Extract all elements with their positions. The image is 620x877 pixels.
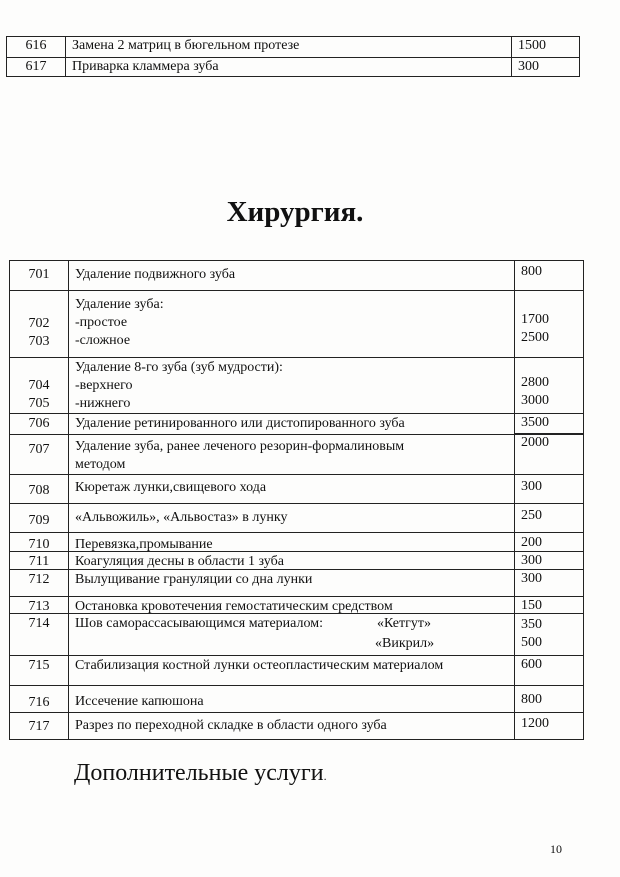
service-option: «Кетгут» xyxy=(377,616,431,631)
service-code: 707 xyxy=(28,442,50,457)
service-price: 1200 xyxy=(514,713,583,739)
service-name: Остановка кровотечения гемостатическим средством xyxy=(68,597,514,613)
service-price: 2800 xyxy=(521,375,549,390)
table-row xyxy=(10,413,583,434)
table-row xyxy=(10,503,583,532)
service-price: 500 xyxy=(521,635,542,650)
service-name: Удаление ретинированного или дистопированного зуба xyxy=(68,414,514,434)
service-name: Иссечение капюшона xyxy=(68,686,514,712)
service-code: 710 xyxy=(28,537,50,552)
table-row xyxy=(10,434,583,474)
service-code: 711 xyxy=(28,554,50,569)
dental-price-table-top xyxy=(6,36,580,77)
service-price: 1700 xyxy=(521,312,549,327)
service-price: 2000 xyxy=(514,434,583,474)
service-code: 708 xyxy=(28,483,50,498)
table-row xyxy=(10,685,583,712)
service-price: 600 xyxy=(514,656,583,685)
service-code: 715 xyxy=(28,658,50,673)
service-price: 800 xyxy=(514,261,583,290)
service-price: 150 xyxy=(514,597,583,613)
service-option: «Викрил» xyxy=(375,636,435,651)
service-name: Приварка кламмера зуба xyxy=(65,58,511,76)
table-row xyxy=(10,613,583,655)
table-row xyxy=(10,261,583,290)
service-code: 716 xyxy=(28,695,50,710)
service-name: Кюретаж лунки,свищевого хода xyxy=(68,475,514,503)
service-name: Удаление подвижного зуба xyxy=(68,261,514,290)
service-option: -верхнего xyxy=(75,378,133,393)
service-code: 717 xyxy=(28,719,50,734)
table-row xyxy=(10,290,583,357)
service-price: 300 xyxy=(514,570,583,596)
table-row xyxy=(10,655,583,685)
table-row xyxy=(10,474,583,503)
service-name: методом xyxy=(75,457,126,472)
service-price: 3000 xyxy=(521,393,549,408)
service-name: Перевязка,промывание xyxy=(68,533,514,551)
surgery-price-table xyxy=(9,260,584,740)
service-name: Удаление 8-го зуба (зуб мудрости): xyxy=(75,360,283,375)
service-code: 709 xyxy=(28,513,50,528)
section-subheading: Дополнительные услуги. xyxy=(74,760,327,786)
service-price: 300 xyxy=(514,475,583,503)
service-name: Стабилизация костной лунки остеопластическим материалом xyxy=(68,656,514,685)
service-price: 200 xyxy=(514,533,583,551)
table-row xyxy=(10,596,583,613)
service-code: 714 xyxy=(28,616,50,631)
table-row xyxy=(10,532,583,551)
service-name: Удаление зуба: xyxy=(75,297,164,312)
table-row xyxy=(10,569,583,596)
service-name: Разрез по переходной складке в области одного зуба xyxy=(68,713,514,739)
service-option: -нижнего xyxy=(75,396,131,411)
service-price: 2500 xyxy=(521,330,549,345)
service-code: 616 xyxy=(25,38,47,53)
service-price: 250 xyxy=(514,504,583,532)
service-code: 706 xyxy=(28,416,50,431)
table-row xyxy=(10,357,583,413)
table-row xyxy=(10,551,583,569)
service-name: Шов саморассасывающимся материалом: xyxy=(75,616,323,631)
service-name: «Альвожиль», «Альвостаз» в лунку xyxy=(68,504,514,532)
trailing-period: . xyxy=(323,769,327,783)
page-number: 10 xyxy=(550,842,562,856)
service-price: 350 xyxy=(521,617,542,632)
service-name: Удаление зуба, ранее леченого резорин-формалиновым xyxy=(75,439,405,454)
service-code: 617 xyxy=(25,59,47,74)
table-row xyxy=(10,712,583,739)
service-price: 800 xyxy=(514,686,583,712)
service-price: 300 xyxy=(514,552,583,569)
table-row xyxy=(7,57,579,76)
service-price: 1500 xyxy=(511,37,579,57)
service-code: 701 xyxy=(28,267,50,282)
service-code: 704 xyxy=(28,378,50,393)
service-option: -сложное xyxy=(75,333,131,348)
service-price: 300 xyxy=(511,58,579,76)
service-name: Вылущивание грануляции со дна лунки xyxy=(68,570,514,596)
service-code: 712 xyxy=(28,572,50,587)
service-option: -простое xyxy=(75,315,128,330)
service-code: 713 xyxy=(28,599,50,614)
service-name: Коагуляция десны в области 1 зуба xyxy=(68,552,514,569)
service-name: Замена 2 матриц в бюгельном протезе xyxy=(65,37,511,57)
table-row xyxy=(7,37,579,57)
service-code: 705 xyxy=(28,396,50,411)
service-code: 702 xyxy=(28,316,50,331)
service-price: 3500 xyxy=(514,414,583,434)
service-code: 703 xyxy=(28,334,50,349)
section-heading: Хирургия. xyxy=(226,196,364,228)
